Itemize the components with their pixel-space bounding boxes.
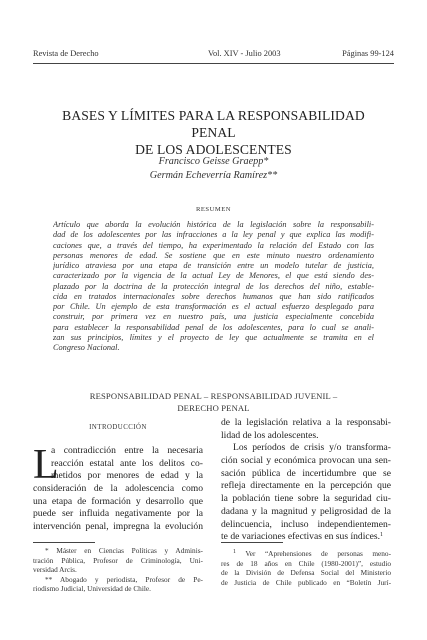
article-title	[40, 107, 387, 158]
abstract-text	[53, 220, 374, 353]
body-line: delincuencia, incluso independientemen-	[221, 518, 391, 530]
body-line: intervención penal, impregna la evolución	[33, 521, 203, 533]
running-head	[33, 49, 394, 61]
footnote-line: de Justicia de Chile publicado en “Boletín Jurí-	[221, 577, 391, 587]
header-rule	[33, 63, 394, 64]
body-line: lidad de los adolescentes.	[221, 429, 319, 441]
body-line: reacción estatal ante los delitos co-	[51, 457, 203, 469]
footnote-rule-left	[33, 542, 95, 543]
abstract-line: Artículo que aborda la evolución histórica de la legislación sobre la responsabili-	[53, 220, 374, 229]
abstract-line: cida en tratados internacionales sobre derechos humanos que han sido ratificados	[53, 291, 374, 301]
abstract-line: dad de los adolescentes por las infracciones a la ley penal y que explica las modifi-	[53, 230, 374, 240]
abstract-line: zan sus principios, límites y el proyecto de ley que actualmente se tramita en el	[53, 332, 374, 342]
title-line-2: DE LOS ADOLESCENTES	[135, 142, 292, 157]
footnote-line: ** Abogado y periodista, Profesor de Pe-	[45, 574, 203, 584]
abstract-line: Congreso Nacional.	[53, 343, 120, 352]
abstract-line: por Chile. Un ejemplo de esta transformación es el actual esfuerzo desplegado para	[53, 302, 374, 311]
footnote-marker: 1	[233, 549, 236, 555]
footnote-ref: 1	[380, 532, 384, 539]
footnote-line: de la División de Defensa Social del Ministerio	[221, 568, 391, 578]
abstract-line: para establecer la responsabilidad penal de los adolescentes, para lo cual se anali-	[53, 322, 374, 332]
keywords	[60, 391, 367, 414]
body-line: consideración de la adolescencia como	[33, 483, 203, 495]
abstract-line: personas menores de edad. Se sostiene que en este minuto nuestro ordenamiento	[53, 250, 374, 260]
author-list	[40, 155, 387, 182]
body-line: sación pública de incertidumbre que se	[221, 467, 391, 479]
body-column-left	[33, 417, 203, 534]
body-line: Los períodos de crisis y/o transforma-	[233, 442, 391, 454]
footnote-line: * Máster en Ciencias Políticas y Adminis-	[45, 546, 203, 555]
footnotes-left	[33, 546, 203, 594]
body-column-right	[221, 417, 391, 544]
footnotes-right	[221, 546, 391, 587]
first-paragraph	[33, 442, 203, 534]
volume-info: Vol. XIV - Julio 2003	[208, 49, 281, 58]
body-line: una etapa de formación y desarrollo que	[33, 495, 203, 507]
abstract-heading: RESUMEN	[195, 206, 231, 213]
abstract-line: caracterizado por la vigencia de la actual Ley de Menores, el que está siendo des-	[53, 271, 374, 281]
abstract-line: jurídico atraviesa por una etapa de transición entre un modelo tutelar de justicia,	[53, 261, 374, 270]
keywords-line-2: DERECHO PENAL	[177, 402, 250, 413]
body-line: a contradicción entre la necesaria	[51, 445, 203, 456]
body-line: refleja directamente en la percepción que	[221, 480, 391, 492]
page-range: Páginas 99-124	[342, 49, 394, 58]
body-line: ción social y económica provocan una sen-	[221, 455, 391, 467]
footnote-line: res de 18 años en Chile (1980-2001)”, estudio	[221, 558, 391, 568]
abstract-line: construir, por primera vez en nuestro país, una justicia especialmente concebida	[53, 312, 374, 322]
footnote-line: riodismo Judicial, Universidad de Chile.	[33, 584, 151, 594]
body-line: metidos por menores de edad y la	[51, 470, 203, 482]
footnote-line: versidad Arcis.	[33, 565, 77, 575]
author-2: Germán Echeverría Ramírez**	[149, 169, 278, 181]
body-line: la población tiene sobre la seguridad ciu-	[221, 493, 391, 505]
body-line: puede ser influida negativamente por la	[33, 508, 203, 520]
keywords-line-1: RESPONSABILIDAD PENAL – RESPONSABILIDAD JUVENIL –	[89, 391, 338, 401]
footnote-line	[221, 549, 391, 559]
drop-cap: L	[33, 442, 59, 488]
title-line-1: BASES Y LÍMITES PARA LA RESPONSABILIDAD PENAL	[62, 108, 365, 140]
abstract-line: caciones que, a través del tiempo, ha experimentado la relación del Estado con las	[53, 240, 374, 250]
journal-name: Revista de Derecho	[33, 49, 99, 58]
author-1: Francisco Geisse Graepp*	[158, 156, 269, 167]
body-line: de la legislación relativa a la responsabi-	[221, 417, 391, 428]
footnote-rule-right	[221, 542, 283, 543]
footnote-text: Ver “Aprehensiones de personas meno-	[245, 549, 391, 558]
footnote-line: tración Pública, Profesor de Criminología, Uni-	[33, 555, 203, 565]
body-line-text: te de variaciones efectivas en sus índices.	[221, 531, 381, 543]
section-heading: INTRODUCCIÓN	[89, 424, 147, 431]
body-line: dadana y la magnitud y peligrosidad de la	[221, 505, 391, 517]
abstract-line: plazado por la doctrina de la protección integral de los derechos del niño, estable-	[53, 281, 374, 291]
